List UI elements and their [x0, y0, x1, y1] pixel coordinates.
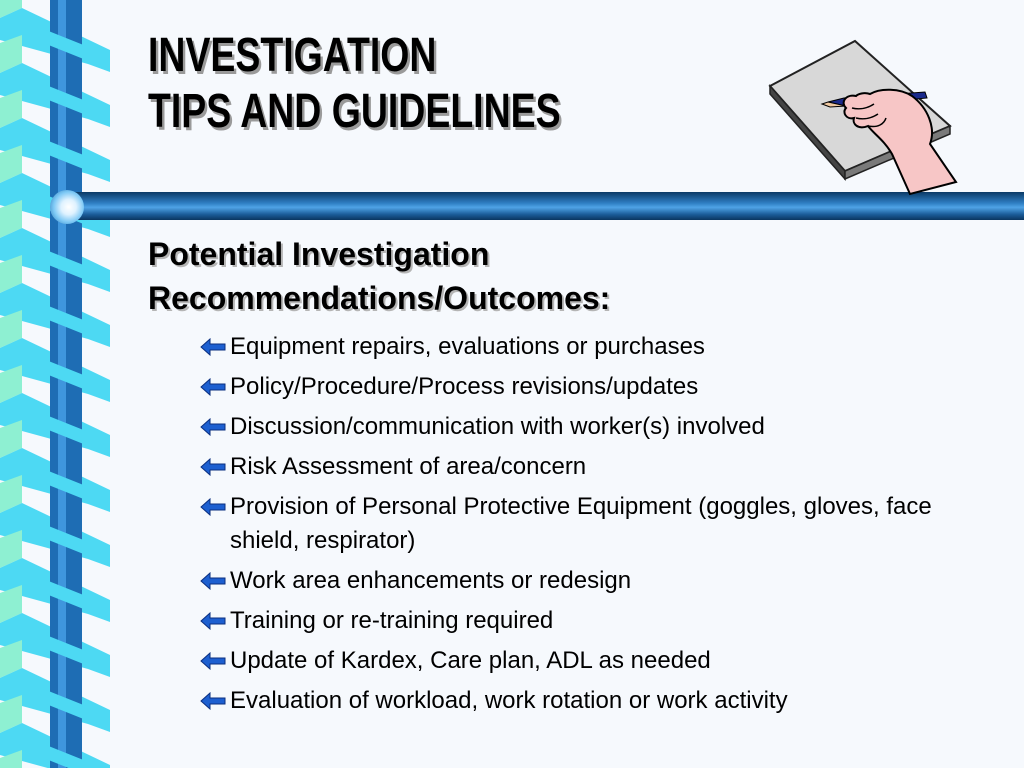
list-item [200, 330, 960, 364]
rule-knob-ornament [50, 190, 84, 224]
section-heading-line-1: Potential Investigation [148, 236, 490, 272]
list-item-text: Equipment repairs, evaluations or purchases [230, 333, 705, 360]
left-arrow-icon [200, 564, 230, 598]
left-arrow-icon [200, 684, 230, 718]
section-heading-line-2: Recommendations/Outcomes: [148, 280, 611, 316]
left-arrow-icon [200, 410, 230, 444]
list-item-text: Update of Kardex, Care plan, ADL as needed [230, 647, 711, 674]
decorative-spiral-ribbon [0, 0, 112, 768]
list-item [200, 490, 960, 558]
title-line-1: INVESTIGATION [148, 29, 437, 82]
left-arrow-icon [200, 644, 230, 678]
left-arrow-icon [200, 604, 230, 638]
list-item [200, 684, 960, 718]
hand-writing-on-notepad-icon [760, 36, 960, 196]
section-heading [148, 232, 610, 320]
slide-title [148, 28, 561, 140]
list-item-text: Discussion/communication with worker(s) involved [230, 413, 765, 440]
list-item-text: Provision of Personal Protective Equipment (goggles, gloves, face shield, respirator) [230, 493, 932, 554]
list-item [200, 644, 960, 678]
left-arrow-icon [200, 370, 230, 404]
list-item-text: Policy/Procedure/Process revisions/updates [230, 373, 699, 400]
title-line-2: TIPS AND GUIDELINES [148, 85, 561, 138]
list-item-text: Work area enhancements or redesign [230, 567, 632, 594]
horizontal-rule-bar [62, 192, 1024, 220]
left-arrow-icon [200, 450, 230, 484]
list-item-text: Training or re-training required [230, 607, 554, 634]
list-item [200, 410, 960, 444]
list-item-text: Risk Assessment of area/concern [230, 453, 587, 480]
list-item [200, 450, 960, 484]
list-item [200, 564, 960, 598]
recommendations-list [200, 330, 960, 724]
list-item-text: Evaluation of workload, work rotation or work activity [230, 687, 788, 714]
list-item [200, 604, 960, 638]
left-arrow-icon [200, 330, 230, 364]
left-arrow-icon [200, 490, 230, 524]
list-item [200, 370, 960, 404]
